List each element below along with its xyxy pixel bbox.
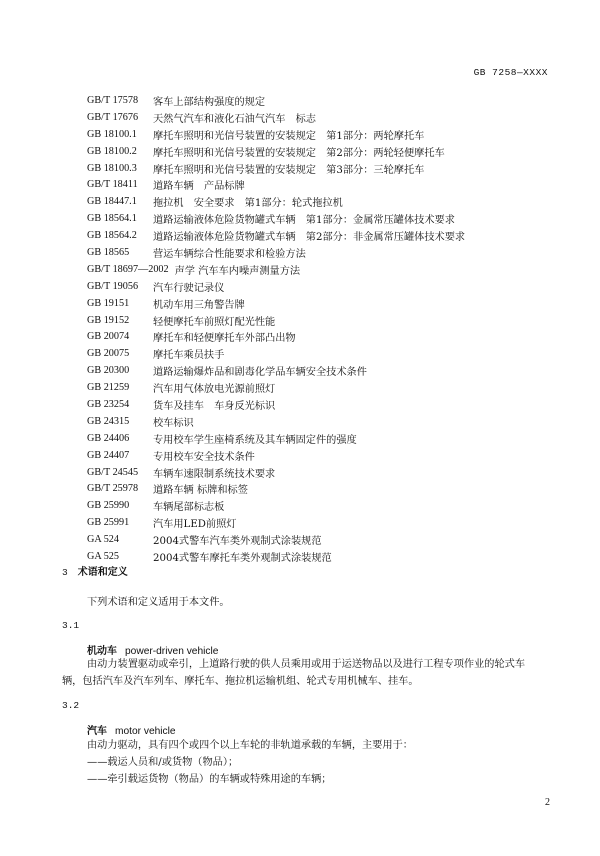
standard-code: GB 23254 [87,398,130,410]
standard-reference-row [87,447,567,464]
standard-code: GB 20074 [87,331,130,343]
standard-code: GB 18564.1 [87,213,137,225]
standard-title: 货车及挂车 车身反光标识 [153,400,276,412]
standard-reference-row [87,514,567,531]
standard-code: GB/T 24545 [87,466,139,478]
clause-number: 3.2 [62,700,80,711]
standard-reference-row [87,176,567,193]
standard-title: 车辆车速限制系统技术要求 [153,468,276,480]
standard-code: GB 18100.3 [87,162,137,174]
section-heading [62,563,128,578]
standard-reference-row [87,109,567,126]
standard-title: 道路运输液体危险货物罐式车辆 第1部分：金属常压罐体技术要求 [153,215,455,227]
standard-code: GB 24406 [87,432,130,444]
standard-title: 汽车行驶记录仪 [153,282,225,294]
standard-title: 道路运输液体危险货物罐式车辆 第2部分：非金属常压罐体技术要求 [153,232,466,244]
document-code: GB 7258—XXXX [473,67,548,78]
standard-reference-row [87,126,567,143]
standard-code: GB 24407 [87,449,130,461]
standard-code: GB 25991 [87,517,130,529]
standard-title: 摩托车照明和光信号装置的安装规定 第2部分：两轮轻便摩托车 [153,147,445,159]
standard-reference-row [87,193,567,210]
term-definition: 由动力驱动，具有四个或四个以上车轮的非轨道承载的车辆，主要用于： [87,740,413,751]
standard-code: GB/T 19056 [87,280,139,292]
standard-title: 车辆尾部标志板 [153,502,225,514]
standard-reference-row [87,379,567,396]
clause-number: 3.1 [62,620,80,631]
standard-code: GB/T 17676 [87,111,139,123]
standard-code: GB 18447.1 [87,196,137,208]
standard-reference-row [87,480,567,497]
standard-reference-row [87,413,567,430]
standard-title: 道路车辆 标牌和标签 [153,485,248,497]
standard-code: GB 20300 [87,365,130,377]
term-english: motor vehicle [115,726,176,737]
term-chinese: 汽车 [87,726,107,737]
standard-code: GB 18100.2 [87,145,137,157]
standard-title: 营运车辆综合性能要求和检验方法 [153,248,306,260]
term-english: power-driven vehicle [125,646,219,657]
standard-reference-row [87,92,567,109]
standard-title: 道路运输爆炸品和剧毒化学品车辆安全技术条件 [153,367,367,379]
standard-reference-row [87,278,567,295]
standard-title: 声学 汽车车内噪声测量方法 [174,265,301,277]
standard-reference-row [87,261,567,278]
standard-code: GB 20075 [87,348,130,360]
standard-reference-row [87,345,567,362]
standard-code: GB 24315 [87,415,130,427]
standard-reference-row [87,160,567,177]
standard-title: 拖拉机 安全要求 第1部分：轮式拖拉机 [153,198,343,210]
standard-reference-row [87,328,567,345]
standard-reference-row [87,464,567,481]
standard-code: GA 525 [87,550,119,562]
standard-code: GB 18565 [87,246,130,258]
standard-code: GB/T 25978 [87,483,139,495]
standard-title: 专用校车安全技术条件 [153,451,255,463]
standard-code: GB 25990 [87,500,130,512]
standard-title: 专用校车学生座椅系统及其车辆固定件的强度 [153,434,357,446]
standard-code: GB 19151 [87,297,130,309]
standard-title: 汽车用气体放电光源前照灯 [153,384,276,396]
standard-reference-row [87,210,567,227]
standard-title: 2004式警车汽车类外观制式涂装规范 [153,536,322,548]
standard-reference-row [87,548,567,565]
standard-title: 道路车辆 产品标牌 [153,181,245,193]
section-number: 3 [62,567,68,578]
standard-title: 摩托车和轻便摩托车外部凸出物 [153,333,296,345]
term-heading [87,642,218,657]
standard-title: 机动车用三角警告牌 [153,299,245,311]
standard-code: GB/T 18697—2002 [87,263,169,275]
term-definition-continued: 辆，包括汽车及汽车列车、摩托车、拖拉机运输机组、轮式专用机械车、挂车。 [62,676,419,687]
standard-reference-row [87,430,567,447]
section-intro: 下列术语和定义适用于本文件。 [87,597,230,608]
standard-title: 摩托车乘员扶手 [153,350,225,362]
standard-reference-row [87,244,567,261]
standard-code: GB 18564.2 [87,230,137,242]
standard-title: 校车标识 [153,417,194,429]
term-chinese: 机动车 [87,646,117,657]
standard-code: GB 19152 [87,314,130,326]
standard-title: 摩托车照明和光信号装置的安装规定 第1部分：两轮摩托车 [153,130,425,142]
standard-reference-row [87,143,567,160]
standard-reference-row [87,497,567,514]
standard-reference-row [87,312,567,329]
term-definition: 由动力装置驱动或牵引，上道路行驶的供人员乘用或用于运送物品以及进行工程专项作业的轮式车 [87,659,526,670]
standard-title: 2004式警车摩托车类外观制式涂装规范 [153,552,332,564]
standard-code: GB 18100.1 [87,128,137,140]
definition-list-item: ——载运人员和/或货物（物品）； [87,757,239,768]
standard-code: GB 21259 [87,382,130,394]
section-title: 术语和定义 [77,567,128,578]
standard-reference-row [87,295,567,312]
standard-reference-row [87,227,567,244]
standard-title: 汽车用LED前照灯 [153,519,237,531]
standard-code: GB/T 17578 [87,94,139,106]
definition-list-item: ——牵引载运货物（物品）的车辆或特殊用途的车辆； [87,774,332,785]
standard-reference-row [87,396,567,413]
normative-references-list [87,92,567,565]
standard-title: 轻便摩托车前照灯配光性能 [153,316,276,328]
standard-reference-row [87,531,567,548]
page-number: 2 [545,797,550,808]
standard-reference-row [87,362,567,379]
standard-code: GB/T 18411 [87,179,138,191]
standard-title: 客车上部结构强度的规定 [153,96,266,108]
term-heading [87,722,176,737]
standard-code: GA 524 [87,534,119,546]
standard-title: 摩托车照明和光信号装置的安装规定 第3部分：三轮摩托车 [153,164,425,176]
standard-title: 天然气汽车和液化石油气汽车 标志 [153,113,316,125]
